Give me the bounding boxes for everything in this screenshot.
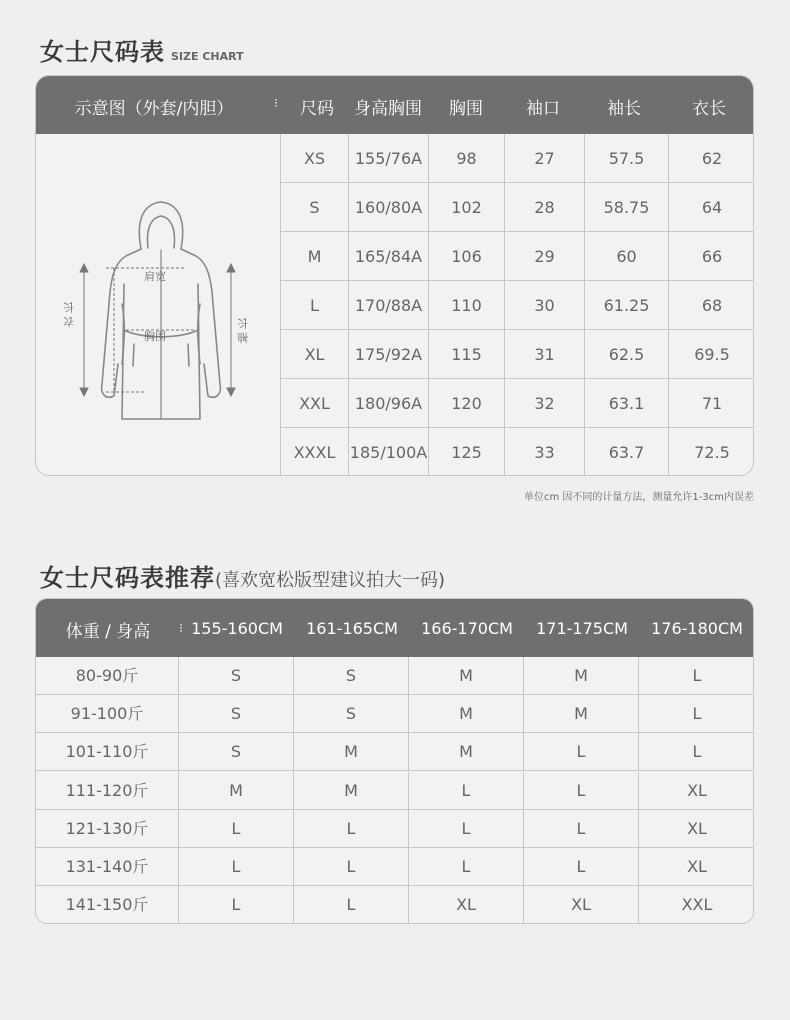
table-row [281, 428, 754, 476]
table-cell: 120 [429, 379, 505, 428]
header-height-1: 155-160CM [191, 619, 283, 638]
size-cell: S [179, 733, 294, 771]
size-cell: L [692, 742, 702, 762]
size-cell: S [179, 657, 294, 695]
table-cell: 98 [429, 134, 505, 183]
table-cell: 30 [505, 281, 585, 330]
table-row [281, 183, 754, 232]
table-cell: 60 [585, 232, 669, 281]
table-cell: 115 [429, 330, 505, 379]
header-weight-height: 体重 / 身高 [65, 622, 151, 642]
header-body-length: 衣长 [692, 99, 726, 119]
table-cell: 66 [701, 247, 723, 266]
recommend-chart-title-text: 女士尺码表推荐 [40, 564, 215, 592]
table-cell: 58.75 [585, 183, 669, 232]
table-cell: 33 [505, 428, 585, 476]
size-chart-title-text: 女士尺码表 [40, 38, 165, 66]
table-cell: 72.5 [694, 443, 730, 462]
size-cell: M [524, 695, 639, 733]
size-cell: L [294, 848, 409, 886]
size-cell: L [179, 848, 294, 886]
table-row [36, 810, 754, 848]
table-cell: 69.5 [694, 345, 730, 364]
size-cell: M [409, 733, 524, 771]
table-row [36, 886, 754, 924]
table-cell: 61.25 [585, 281, 669, 330]
weight-cell: 121-130斤 [36, 810, 179, 848]
header-separator: ⁝ [179, 621, 183, 635]
header-height-3: 166-170CM [421, 619, 513, 638]
header-separator: ⁝ [274, 96, 278, 110]
table-row [281, 379, 754, 428]
table-cell: M [281, 232, 349, 281]
table-row [281, 281, 754, 330]
size-cell: S [294, 657, 409, 695]
size-cell: L [294, 886, 409, 924]
size-cell: S [179, 695, 294, 733]
table-cell: 180/96A [349, 379, 429, 428]
size-cell: XL [687, 780, 707, 800]
header-illustration: 示意图（外套/内胆） [74, 99, 234, 119]
table-cell: 32 [505, 379, 585, 428]
table-cell: 155/76A [349, 134, 429, 183]
table-cell: 63.1 [585, 379, 669, 428]
size-cell: L [409, 772, 524, 810]
header-height-4: 171-175CM [536, 619, 628, 638]
size-chart-header [36, 76, 753, 134]
size-cell: S [294, 695, 409, 733]
table-cell: 71 [701, 394, 723, 413]
table-cell: 68 [701, 296, 723, 315]
weight-cell: 111-120斤 [36, 772, 179, 810]
table-cell: 64 [701, 198, 723, 217]
header-chest: 胸围 [449, 99, 483, 119]
header-size: 尺码 [300, 99, 334, 119]
size-cell: L [524, 848, 639, 886]
size-chart-table [35, 75, 754, 476]
size-cell: XL [524, 886, 639, 924]
table-cell: L [281, 281, 349, 330]
size-cell: XXL [681, 895, 713, 915]
table-cell: XXXL [281, 428, 349, 476]
size-cell: M [409, 695, 524, 733]
table-cell: 63.7 [585, 428, 669, 476]
table-cell: XL [281, 330, 349, 379]
recommend-chart-header [36, 599, 753, 657]
size-cell: L [524, 810, 639, 848]
table-cell: 57.5 [585, 134, 669, 183]
table-cell: 170/88A [349, 281, 429, 330]
chest-label: 胸围 [144, 330, 166, 343]
size-cell: L [692, 666, 702, 685]
size-chart-title [40, 32, 244, 67]
table-cell: 27 [505, 134, 585, 183]
table-cell: 29 [505, 232, 585, 281]
table-cell: 31 [505, 330, 585, 379]
header-height-2: 161-165CM [306, 619, 398, 638]
table-cell: 160/80A [349, 183, 429, 232]
table-row [281, 232, 754, 281]
header-height-5: 176-180CM [651, 619, 743, 638]
table-row [36, 695, 754, 733]
weight-cell: 80-90斤 [36, 657, 179, 695]
size-cell: L [524, 733, 639, 771]
size-cell: XL [409, 886, 524, 924]
jacket-illustration [36, 134, 281, 476]
table-cell: 175/92A [349, 330, 429, 379]
table-cell: 125 [429, 428, 505, 476]
size-cell: L [179, 886, 294, 924]
header-cuff: 袖口 [526, 99, 560, 119]
table-cell: S [281, 183, 349, 232]
weight-cell: 131-140斤 [36, 848, 179, 886]
size-cell: M [524, 657, 639, 695]
weight-cell: 141-150斤 [36, 886, 179, 924]
table-row [281, 134, 754, 183]
table-row [36, 657, 754, 695]
recommend-chart-table [35, 598, 754, 924]
size-chart-subtitle: SIZE CHART [171, 50, 244, 63]
size-cell: M [294, 733, 409, 771]
table-cell: 28 [505, 183, 585, 232]
size-chart-grid [281, 134, 754, 476]
size-cell: M [294, 772, 409, 810]
sleeve-length-label: 袖 长 [237, 318, 250, 344]
table-cell: 62 [701, 149, 723, 168]
size-cell: XL [687, 857, 707, 876]
size-cell: L [179, 810, 294, 848]
table-cell: XXL [281, 379, 349, 428]
size-cell: L [692, 704, 702, 724]
recommend-chart-subtitle: (喜欢宽松版型建议拍大一码) [215, 570, 446, 591]
table-cell: 185/100A [349, 428, 429, 476]
size-cell: L [294, 810, 409, 848]
size-cell: M [179, 772, 294, 810]
header-sleeve-length: 袖长 [607, 99, 641, 119]
size-cell: L [409, 848, 524, 886]
table-cell: XS [281, 134, 349, 183]
table-row [281, 330, 754, 379]
table-cell: 62.5 [585, 330, 669, 379]
table-cell: 102 [429, 183, 505, 232]
weight-cell: 91-100斤 [36, 695, 179, 733]
size-cell: XL [687, 818, 707, 838]
table-cell: 106 [429, 232, 505, 281]
shoulder-label: 肩宽 [144, 270, 166, 283]
table-cell: 165/84A [349, 232, 429, 281]
table-row [36, 733, 754, 771]
size-cell: L [524, 772, 639, 810]
weight-cell: 101-110斤 [36, 733, 179, 771]
table-row [36, 848, 754, 886]
recommend-chart-title [40, 558, 445, 593]
table-cell: 110 [429, 281, 505, 330]
size-cell: M [409, 657, 524, 695]
body-length-label: 衣 长 [63, 302, 76, 328]
header-height-chest: 身高胸围 [354, 99, 422, 119]
size-cell: L [409, 810, 524, 848]
table-row [36, 772, 754, 810]
measurement-note: 单位cm 因不同的计量方法，测量允许1-3cm内误差 [524, 492, 754, 503]
